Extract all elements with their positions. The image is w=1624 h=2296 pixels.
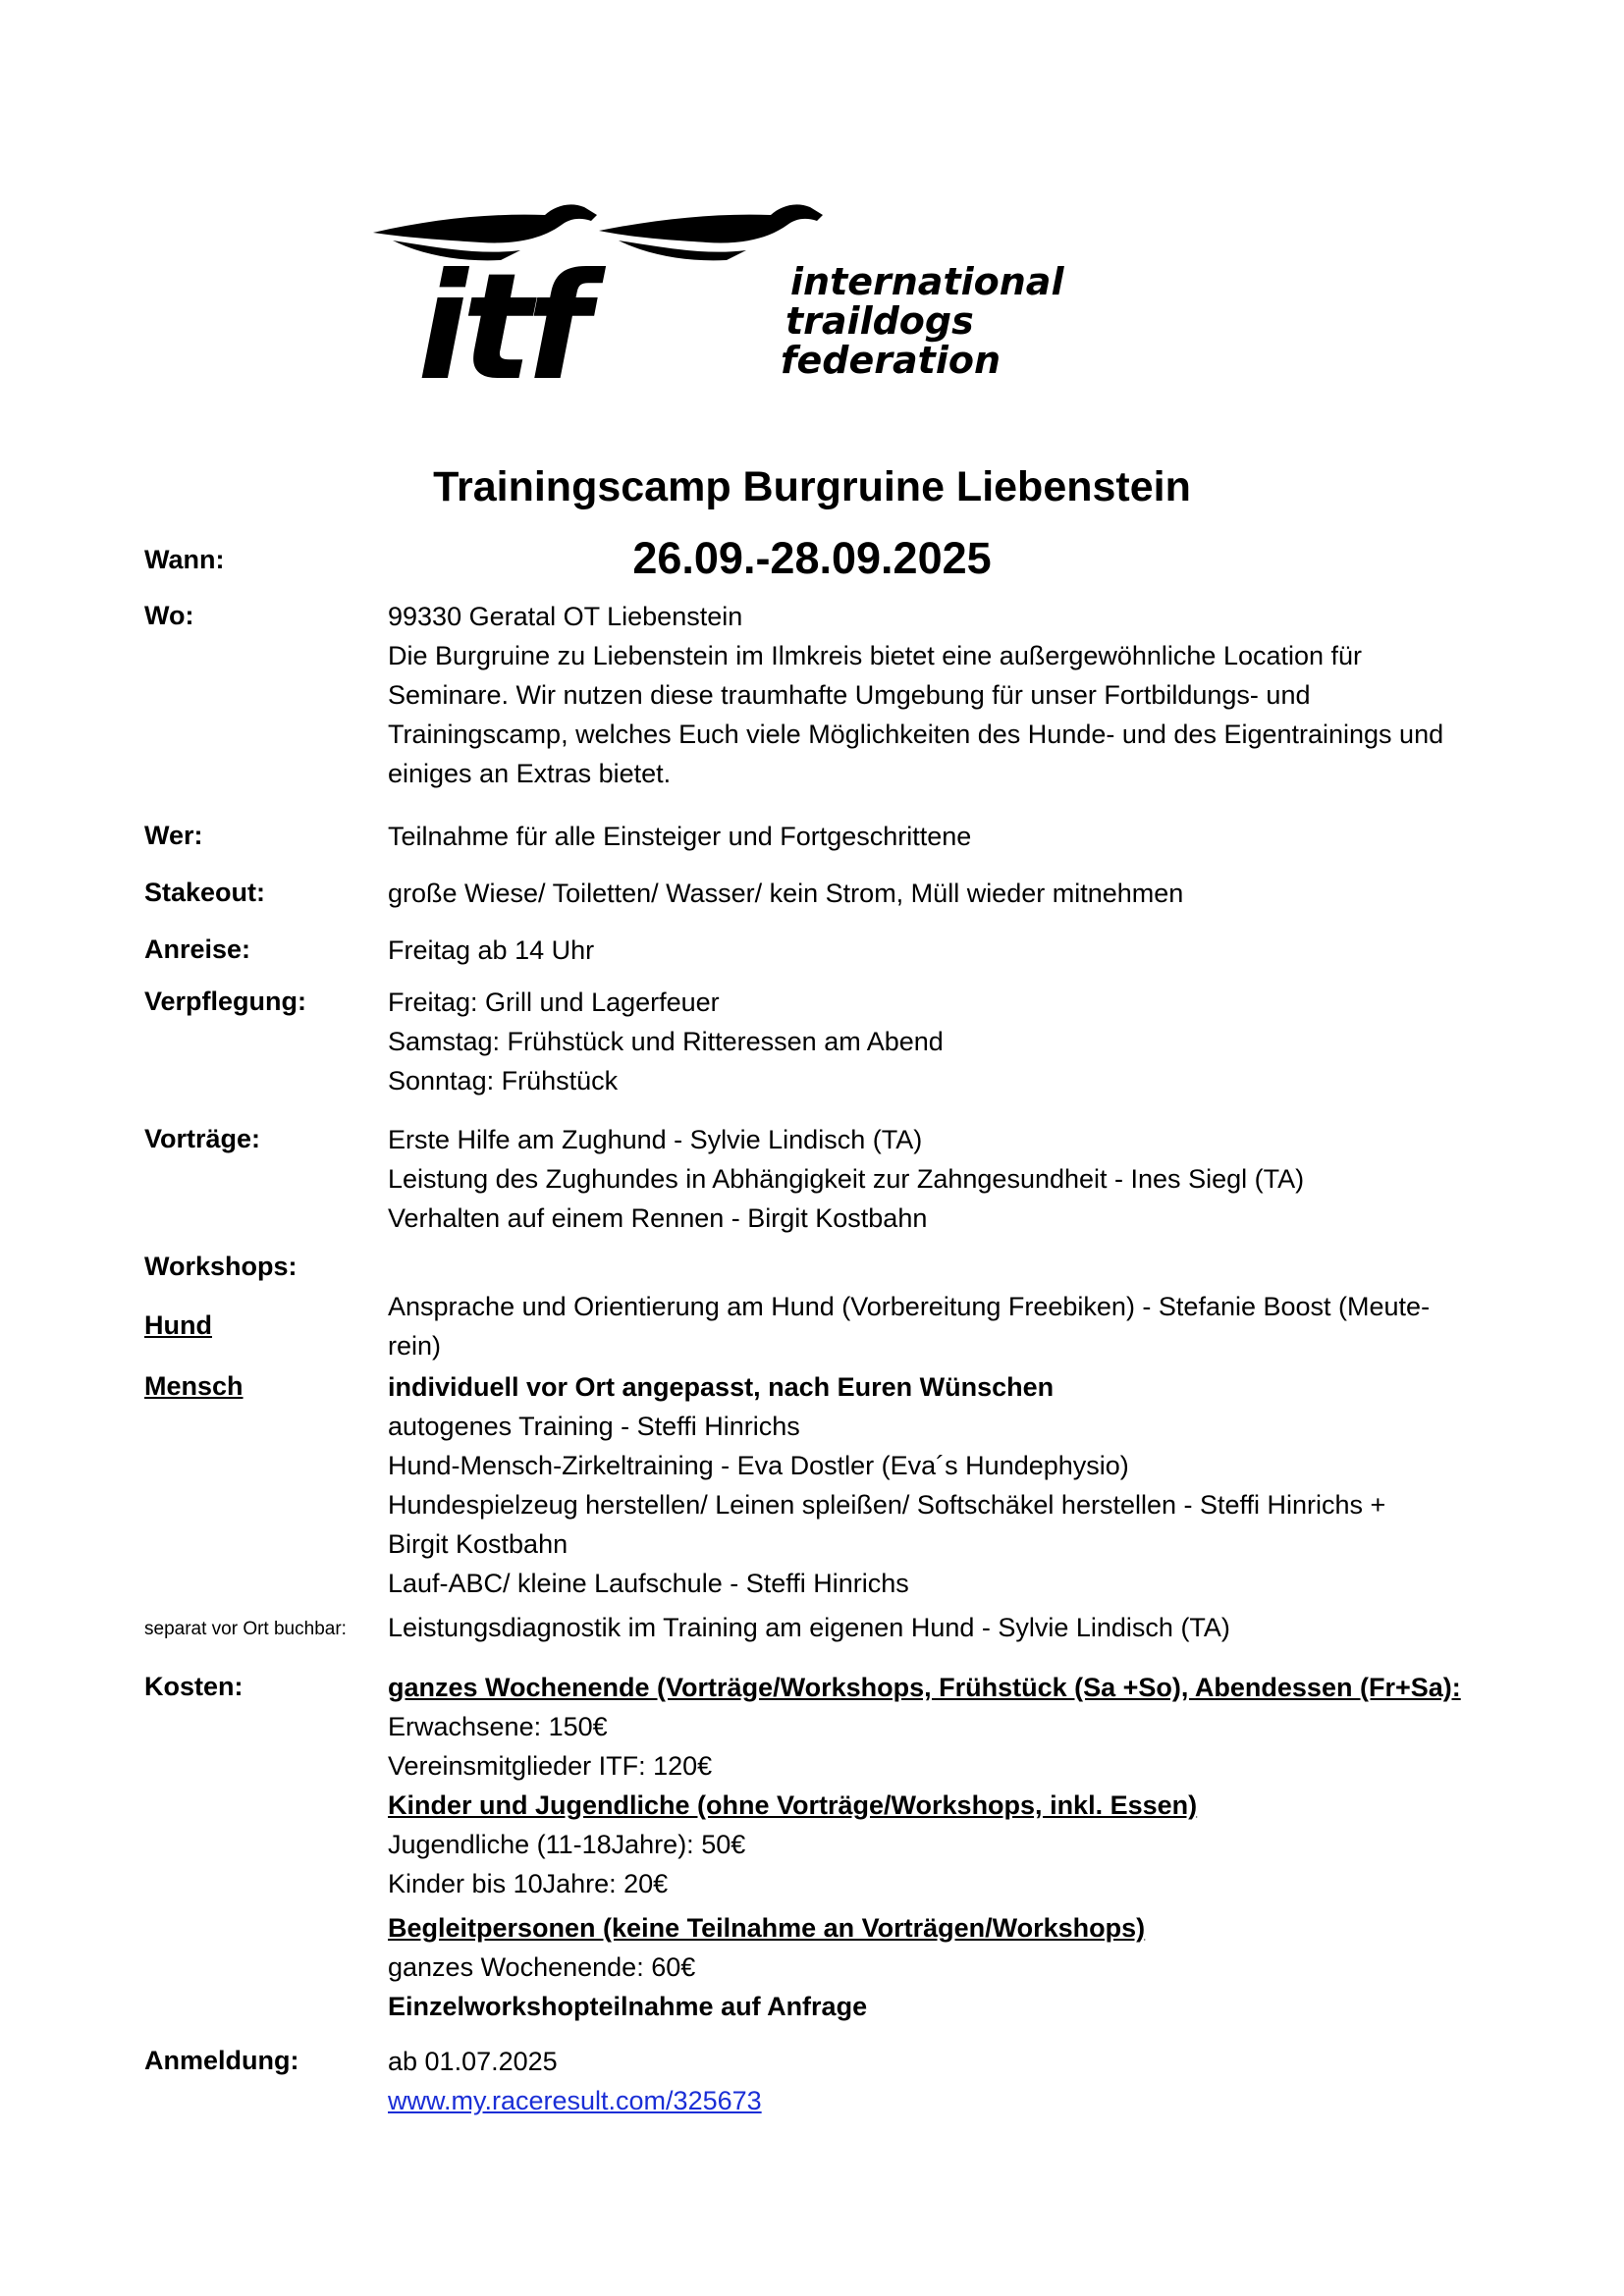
kosten-line: Kinder bis 10Jahre: 20€: [388, 1869, 669, 1898]
verpflegung-line: Samstag: Frühstück und Ritteressen am Abend: [388, 1027, 944, 1056]
wer-label: Wer:: [144, 821, 203, 850]
workshops-label: Workshops:: [144, 1252, 298, 1281]
greyhound-left-icon: [373, 204, 597, 242]
anmeldung-label: Anmeldung:: [144, 2046, 299, 2075]
kosten-line: Vereinsmitglieder ITF: 120€: [388, 1751, 713, 1781]
vortrag-line: Leistung des Zughundes in Abhängigkeit zur Zahngesundheit - Ines Siegl (TA): [388, 1164, 1305, 1194]
separat-value: Leistungsdiagnostik im Training am eigenen Hund - Sylvie Lindisch (TA): [388, 1613, 1230, 1642]
page-title: Trainingscamp Burgruine Liebenstein: [433, 463, 1191, 510]
verpflegung-label: Verpflegung:: [144, 987, 307, 1016]
registration-link[interactable]: www.my.raceresult.com/325673: [388, 2086, 762, 2115]
itf-logo: [373, 201, 1227, 388]
wer-value: Teilnahme für alle Einsteiger und Fortgeschrittene: [388, 822, 972, 851]
wann-label: Wann:: [144, 545, 225, 574]
verpflegung-value: [388, 983, 1502, 1100]
wo-line: einiges an Extras bietet.: [388, 759, 672, 788]
kosten-label: Kosten:: [144, 1672, 244, 1701]
wo-line: Seminare. Wir nutzen diese traumhafte Umgebung für unser Fortbildungs- und: [388, 680, 1311, 710]
kosten-line: Erwachsene: 150€: [388, 1712, 608, 1741]
mensch-line: Lauf-ABC/ kleine Laufschule - Steffi Hinrichs: [388, 1569, 909, 1598]
vortrag-line: Erste Hilfe am Zughund - Sylvie Lindisch (TA): [388, 1125, 923, 1154]
logo-line-international: international: [790, 260, 1064, 303]
mensch-line: autogenes Training - Steffi Hinrichs: [388, 1412, 800, 1441]
hund-value: [388, 1287, 1502, 1365]
wo-value: [388, 597, 1502, 793]
hund-line: rein): [388, 1331, 442, 1361]
stakeout-value: große Wiese/ Toiletten/ Wasser/ kein Strom, Müll wieder mitnehmen: [388, 879, 1184, 908]
mensch-line: Hund-Mensch-Zirkeltraining - Eva Dostler (Eva´s Hundephysio): [388, 1451, 1129, 1480]
anmeldung-date: ab 01.07.2025: [388, 2047, 558, 2076]
separat-label: separat vor Ort buchbar:: [144, 1619, 347, 1639]
logo-letters: itf: [417, 242, 585, 388]
greyhound-right-icon: [599, 204, 823, 242]
kosten-einzel: Einzelworkshopteilnahme auf Anfrage: [388, 1992, 868, 2021]
mensch-value: [388, 1367, 1502, 1603]
wo-line: 99330 Geratal OT Liebenstein: [388, 602, 743, 631]
kosten-line: ganzes Wochenende: 60€: [388, 1952, 696, 1982]
kosten-kinder-heading: Kinder und Jugendliche (ohne Vorträge/Workshops, inkl. Essen): [388, 1790, 1198, 1820]
hund-label: Hund: [144, 1310, 212, 1340]
kosten-wochenende-heading: ganzes Wochenende (Vorträge/Workshops, Frühstück (Sa +So), Abendessen (Fr+Sa):: [388, 1673, 1461, 1702]
vortraege-value: [388, 1120, 1502, 1238]
wo-line: Trainingscamp, welches Euch viele Möglichkeiten des Hunde- und des Eigentrainings und: [388, 720, 1444, 749]
stakeout-label: Stakeout:: [144, 878, 266, 907]
event-date: 26.09.-28.09.2025: [632, 533, 992, 583]
mensch-line: Hundespielzeug herstellen/ Leinen spleißen/ Softschäkel herstellen - Steffi Hinrichs +: [388, 1490, 1386, 1520]
kosten-line: Jugendliche (11-18Jahre): 50€: [388, 1830, 746, 1859]
verpflegung-line: Sonntag: Frühstück: [388, 1066, 619, 1095]
hund-line: Ansprache und Orientierung am Hund (Vorbereitung Freebiken) - Stefanie Boost (Meute-: [388, 1292, 1431, 1321]
kosten-value: [388, 1668, 1502, 2026]
wo-label: Wo:: [144, 601, 194, 630]
vortrag-line: Verhalten auf einem Rennen - Birgit Kostbahn: [388, 1203, 928, 1233]
anreise-label: Anreise:: [144, 934, 251, 964]
mensch-line: Birgit Kostbahn: [388, 1529, 568, 1559]
anreise-value: Freitag ab 14 Uhr: [388, 935, 595, 965]
kosten-begleit-heading: Begleitpersonen (keine Teilnahme an Vorträgen/Workshops): [388, 1913, 1146, 1943]
vortraege-label: Vorträge:: [144, 1124, 261, 1153]
wo-line: Die Burgruine zu Liebenstein im Ilmkreis bietet eine außergewöhnliche Location für: [388, 641, 1363, 670]
anmeldung-value: [388, 2042, 1502, 2120]
logo-line-traildogs: traildogs: [785, 299, 974, 343]
verpflegung-line: Freitag: Grill und Lagerfeuer: [388, 988, 720, 1017]
mensch-heading: individuell vor Ort angepasst, nach Euren Wünschen: [388, 1372, 1055, 1402]
mensch-label: Mensch: [144, 1371, 244, 1401]
logo-line-federation: federation: [781, 339, 1001, 382]
